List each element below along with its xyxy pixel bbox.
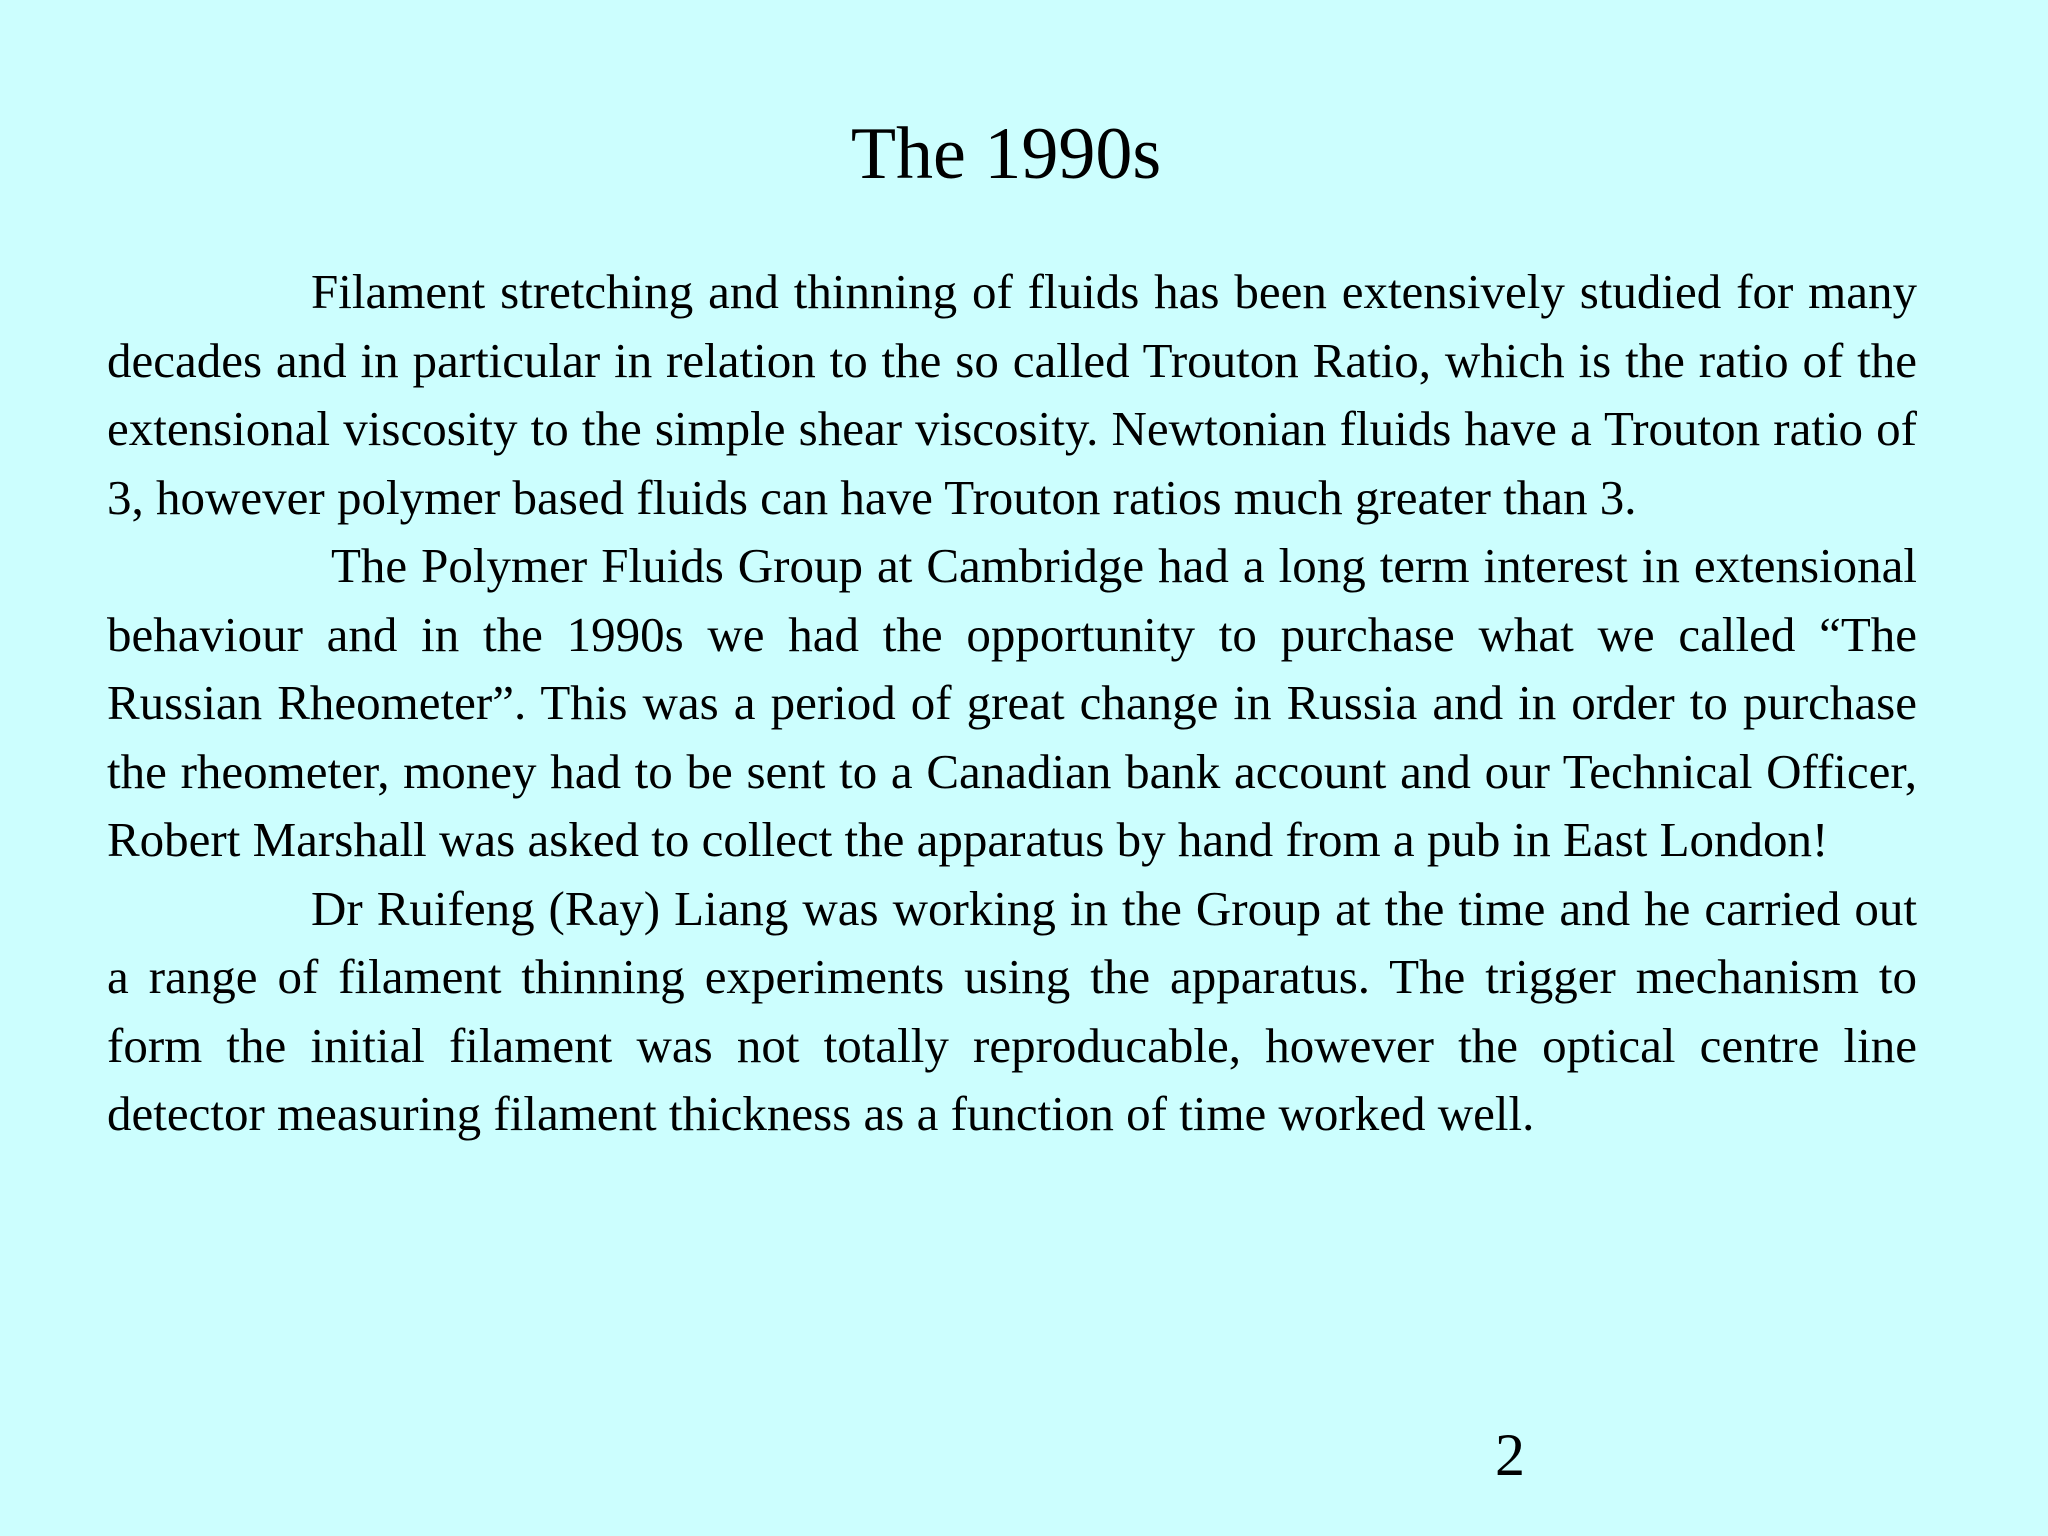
paragraph-russian-rheometer: The Polymer Fluids Group at Cambridge had a long term interest in extensional behaviour and in the 1990s we had the opportunity to purchase what we called “The Russian Rheometer”. This was a period of great change in Russia and in order to purchase the rheometer, money had to be sent to a Canadian bank account and our Technical Officer, Robert Marshall was asked to collect the apparatus by hand from a pub in East London! [107,538,1917,867]
page-number: 2 [1495,1422,1525,1488]
slide-body [107,258,1917,1149]
paragraph-filament-experiments: Dr Ruifeng (Ray) Liang was working in the Group at the time and he carried out a range of filament thinning experiments using the apparatus. The trigger mechanism to form the initial filament was not totally reproducable, however the optical centre line detector measuring filament thickness as a function of time worked well. [107,880,1917,1141]
slide-title: The 1990s [850,113,1162,195]
paragraph-trouton-ratio: Filament stretching and thinning of fluids has been extensively studied for many decades and in particular in relation to the so called Trouton Ratio, which is the ratio of the extensional viscosity to the simple shear viscosity. Newtonian fluids have a Trouton ratio of 3, however polymer based fluids can have Trouton ratios much greater than 3. [107,264,1917,525]
